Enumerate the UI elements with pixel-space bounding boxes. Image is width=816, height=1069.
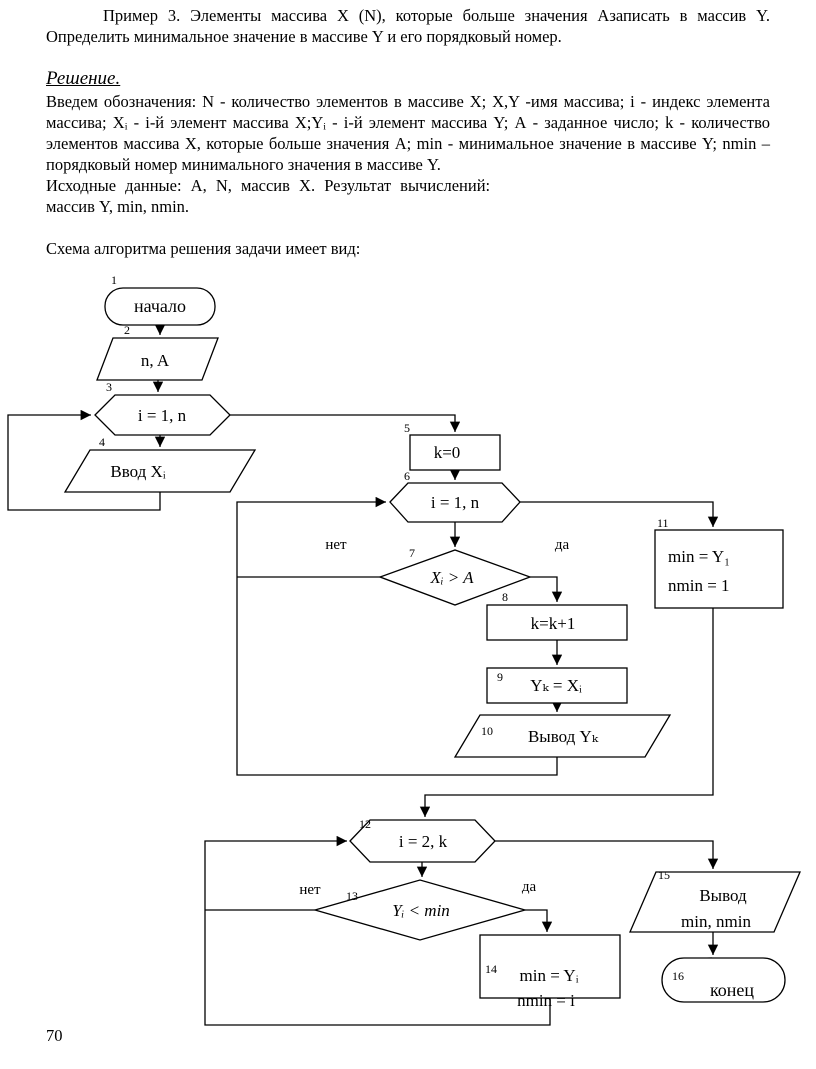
algorithm-flowchart <box>0 270 816 1069</box>
connector-loop3-exit-to-outputmin <box>495 841 713 869</box>
loop3-label: i = 2, k <box>398 832 448 851</box>
connector-decision1-yes <box>530 577 557 602</box>
node-number-11: 11 <box>657 516 669 530</box>
min-update-line2: nmin = i <box>517 991 575 1010</box>
process-k0-label: k=0 <box>433 443 461 462</box>
shapes <box>65 288 800 1002</box>
node-number-13: 13 <box>346 889 358 903</box>
node-number-16: 16 <box>672 969 684 983</box>
node-number-3: 3 <box>106 380 112 394</box>
input-data-line: Исходные данные: А, N, массив X. Результат вычислений: <box>46 176 491 195</box>
decision1-label: Xᵢ > A <box>430 568 474 587</box>
end-label: конец <box>709 980 755 1000</box>
loop2-label: i = 1, n <box>430 493 480 512</box>
node-number-7: 7 <box>409 546 415 560</box>
node-number-9: 9 <box>497 670 503 684</box>
page-number: 70 <box>46 1026 63 1045</box>
loop1-label: i = 1, n <box>137 406 187 425</box>
connector-loop1-exit-to-k0 <box>230 415 455 432</box>
min-init-line2: nmin = 1 <box>668 576 730 595</box>
decision1-no-label: нет <box>325 537 347 553</box>
scheme-intro-line: Схема алгоритма решения задачи имеет вид: <box>46 239 361 258</box>
process-yk-assign-label: Yₖ = Xᵢ <box>530 676 582 695</box>
connector-decision2-yes <box>525 910 547 932</box>
node-number-15: 15 <box>658 868 670 882</box>
decision2-no-label: нет <box>299 882 321 898</box>
notation-paragraph: Введем обозначения: N - количество элементов в массиве X; X,Y -имя массива; i - индекс элемента массива; Xᵢ - i-й элемент массива X;Yᵢ - i-й элемент массива Y; А - заданное число; k - количество элементов массива X, которые больше значения А; min - минимальное значение в массиве Y; nmin – порядковый номер минимального значения в массиве Y. <box>46 92 770 174</box>
min-init-line1: min = Y₁ <box>668 547 731 566</box>
node-number-5: 5 <box>404 421 410 435</box>
output-yk-label: Вывод Yₖ <box>527 727 599 746</box>
solution-heading: Решение. <box>46 68 121 89</box>
output-min-line2: min, nmin <box>681 912 751 931</box>
input-xi-label: Ввод Xᵢ <box>110 462 166 481</box>
node-number-6: 6 <box>404 469 410 483</box>
node-number-12: 12 <box>359 817 371 831</box>
node-number-8: 8 <box>502 590 508 604</box>
node-number-14: 14 <box>485 962 497 976</box>
output-min-line1: Вывод <box>699 886 747 905</box>
text-block <box>46 5 770 259</box>
node-number-10: 10 <box>481 724 493 738</box>
input-n-a-label: n, A <box>140 351 170 370</box>
decision2-yes-label: да <box>521 879 537 895</box>
decision2-label: Yᵢ < min <box>392 901 450 920</box>
decision1-yes-label: да <box>554 537 570 553</box>
process-k-increment-label: k=k+1 <box>530 614 576 633</box>
problem-statement: Пример 3. Элементы массива Х (N), которые больше значения Азаписать в массив Y. Определить минимальное значение в массиве Y и его порядковый номер. <box>46 6 770 46</box>
process-min-init-rect <box>655 530 783 608</box>
start-label: начало <box>133 296 187 316</box>
node-number-2: 2 <box>124 323 130 337</box>
result-line: массив Y, min, nmin. <box>46 197 190 216</box>
connector-loop2-exit-to-mininit <box>520 502 713 527</box>
node-number-4: 4 <box>99 435 105 449</box>
node-number-1: 1 <box>111 273 117 287</box>
min-update-line1: min = Yᵢ <box>519 966 579 985</box>
